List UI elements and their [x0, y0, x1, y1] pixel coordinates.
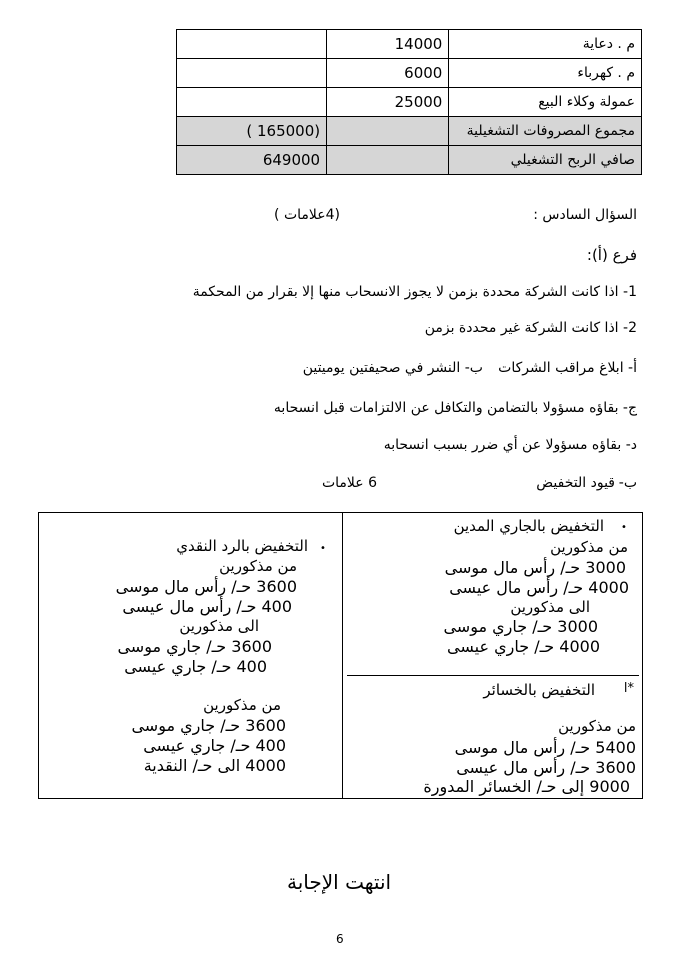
- entry-line: من مذكورين: [203, 696, 281, 714]
- entry-line: 4000 الى حـ/ النقدية: [143, 756, 286, 775]
- question-marks: (4علامات ): [274, 207, 340, 223]
- amount-cell: 6000: [327, 59, 449, 88]
- entry-line: 5400 حـ/ رأس مال موسى: [454, 738, 636, 757]
- bullet-icon: •: [320, 543, 326, 554]
- sub-item-j: ج- بقاؤه مسؤولا بالتضامن والتكافل عن الالتزامات قبل انسحابه: [273, 400, 637, 416]
- entry-line: 400 حـ/ جاري عيسى: [124, 657, 267, 676]
- entry-line: 3000 حـ/ جاري موسى: [443, 617, 598, 636]
- label-cell: عمولة وكلاء البيع: [449, 88, 642, 117]
- label-cell: صافي الربح التشغيلي: [449, 146, 642, 175]
- entry-heading: التخفيض بالخسائر: [483, 681, 595, 699]
- table-row: [177, 146, 642, 175]
- branch-a-label: فرع (أ):: [586, 246, 637, 264]
- entry-line: 3600 حـ/ رأس مال موسى: [115, 577, 297, 596]
- entry-heading: التخفيض بالجاري المدين: [453, 517, 604, 535]
- amount-cell: [327, 117, 449, 146]
- entry-line: 400 حـ/ رأس مال عيسى: [122, 597, 292, 616]
- column-divider: [342, 513, 343, 798]
- sub-item-a: أ- ابلاغ مراقب الشركات: [498, 360, 637, 376]
- section-divider: [347, 675, 639, 676]
- entry-line: 4000 حـ/ جاري عيسى: [447, 637, 600, 656]
- entry-heading: التخفيض بالرد النقدي: [176, 537, 308, 555]
- bullet-icon: •: [621, 522, 627, 533]
- entry-line: من مذكورين: [219, 557, 297, 575]
- sub-item-d: د- بقاؤه مسؤولا عن أي ضرر بسبب انسحابه: [383, 437, 637, 453]
- entry-line: 3600 حـ/ جاري موسى: [117, 637, 272, 656]
- branch-b-label: ب-: [618, 475, 637, 491]
- entry-line: الى مذكورين: [510, 598, 590, 616]
- answer-item-2: 2- اذا كانت الشركة غير محددة بزمن: [424, 320, 637, 336]
- label-cell: م . دعاية: [449, 30, 642, 59]
- branch-b-marks: 6 علامات: [321, 475, 377, 491]
- answer-item-1: 1- اذا كانت الشركة محددة بزمن لا يجوز الانسحاب منها إلا بقرار من المحكمة: [192, 284, 637, 300]
- entry-line: 3600 حـ/ رأس مال عيسى: [456, 758, 636, 777]
- total-cell: 649000: [177, 146, 327, 175]
- entry-line: 9000 إلى حـ/ الخسائر المدورة: [423, 777, 630, 796]
- entry-line: من مذكورين: [558, 717, 636, 735]
- total-cell: [177, 88, 327, 117]
- entry-line: 3000 حـ/ رأس مال موسى: [444, 558, 626, 577]
- amount-cell: 14000: [327, 30, 449, 59]
- table-row: [177, 88, 642, 117]
- question-title: السؤال السادس :: [533, 207, 637, 223]
- total-cell: [177, 59, 327, 88]
- page-number: 6: [336, 932, 344, 946]
- sub-item-b: ب- النشر في صحيفتين يوميتين: [302, 360, 483, 376]
- amount-cell: [327, 146, 449, 175]
- entry-line: 3600 حـ/ جاري موسى: [131, 716, 286, 735]
- entry-line: الى مذكورين: [179, 617, 259, 635]
- entry-line: من مذكورين: [550, 538, 628, 556]
- end-of-answer: انتهت الإجابة: [287, 870, 392, 894]
- journal-entries-box: [38, 512, 643, 799]
- entry-number: *ا: [623, 681, 634, 696]
- total-cell: ( 165000): [177, 117, 327, 146]
- table-row: [177, 30, 642, 59]
- entry-line: 4000 حـ/ رأس مال عيسى: [449, 578, 629, 597]
- table-row: [177, 59, 642, 88]
- branch-b-title: قيود التخفيض: [536, 475, 615, 491]
- label-cell: م . كهرباء: [449, 59, 642, 88]
- amount-cell: 25000: [327, 88, 449, 117]
- total-cell: [177, 30, 327, 59]
- entry-line: 400 حـ/ جاري عيسى: [143, 736, 286, 755]
- label-cell: مجموع المصروفات التشغيلية: [449, 117, 642, 146]
- income-table: [176, 29, 642, 175]
- table-row: [177, 117, 642, 146]
